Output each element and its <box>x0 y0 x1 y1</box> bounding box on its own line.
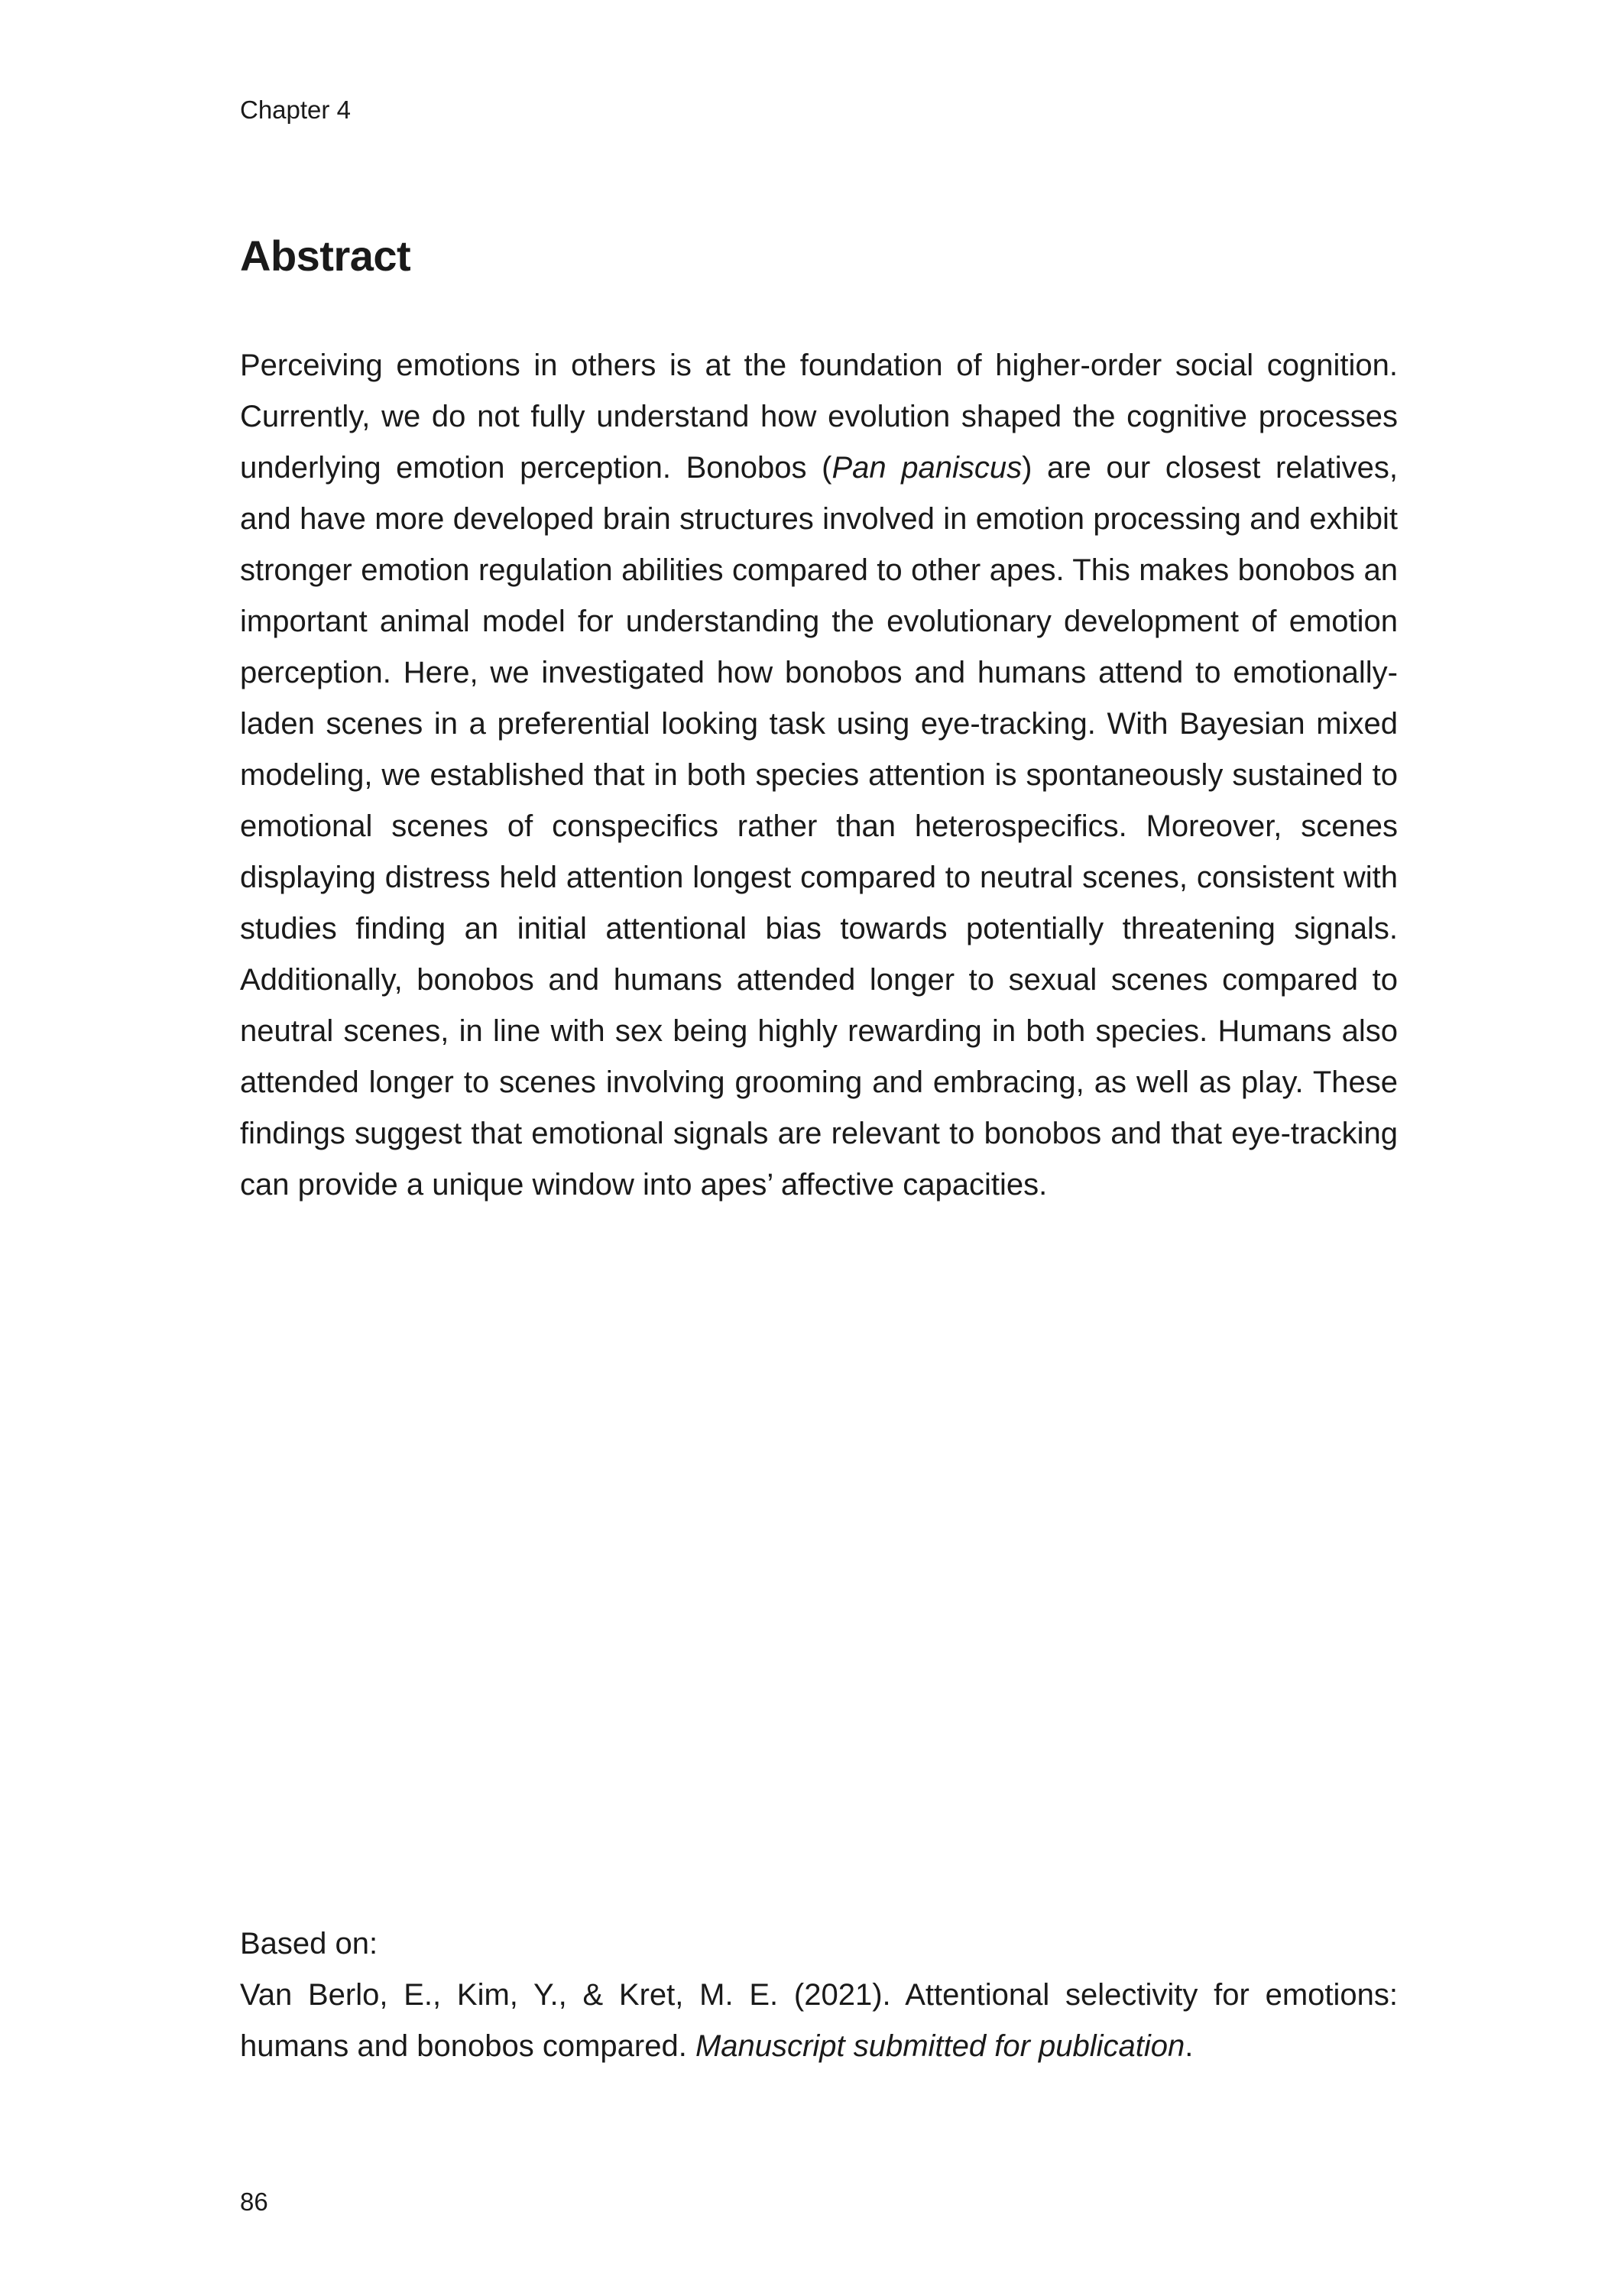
species-name: Pan paniscus <box>831 451 1023 485</box>
citation-status: Manuscript submitted for publication <box>695 2029 1185 2063</box>
citation <box>240 1970 1398 2072</box>
section-title: Abstract <box>240 232 411 280</box>
abstract-text-end: ) are our closest relatives, and have more developed brain structures involved in emotion processing and exhibit stronger emotion regulation abilities compared to other apes. This makes bonobos an important animal model for understanding the evolutionary development of emotion perception. Here, we investigated how bonobos and humans attend to emotionally-laden scenes in a preferential looking task using eye-tracking. With Bayesian mixed modeling, we established that in both species attention is spontaneously sustained to emotional scenes of conspecifics rather than heterospecifics. Moreover, scenes displaying distress held attention longest compared to neutral scenes, consistent with studies finding an initial attentional bias towards potentially threatening signals. Additionally, bonobos and humans attended longer to sexual scenes compared to neutral scenes, in line with sex being highly rewarding in both species. Humans also attended longer to scenes involving grooming and embracing, as well as play. These findings suggest that emotional signals are relevant to bonobos and that eye-tracking can provide a unique window into apes’ affective capacities. <box>240 451 1399 1202</box>
running-header: Chapter 4 <box>240 96 351 124</box>
abstract-text-start: Perceiving emotions in others is at the foundation of higher-order social cognition. Currently, we do not fully understand how evolution shaped the cognitive processes underlying emotion perception. Bonobos ( <box>240 349 1398 485</box>
based-on-label: Based on: <box>240 1927 378 1961</box>
abstract-paragraph <box>240 340 1398 1211</box>
citation-reference: Van Berlo, E., Kim, Y., & Kret, M. E. (2021). Attentional selectivity for emotions: humans and bonobos compared. <box>240 1978 1398 2063</box>
page-number: 86 <box>240 2188 268 2216</box>
citation-period: . <box>1185 2029 1194 2063</box>
